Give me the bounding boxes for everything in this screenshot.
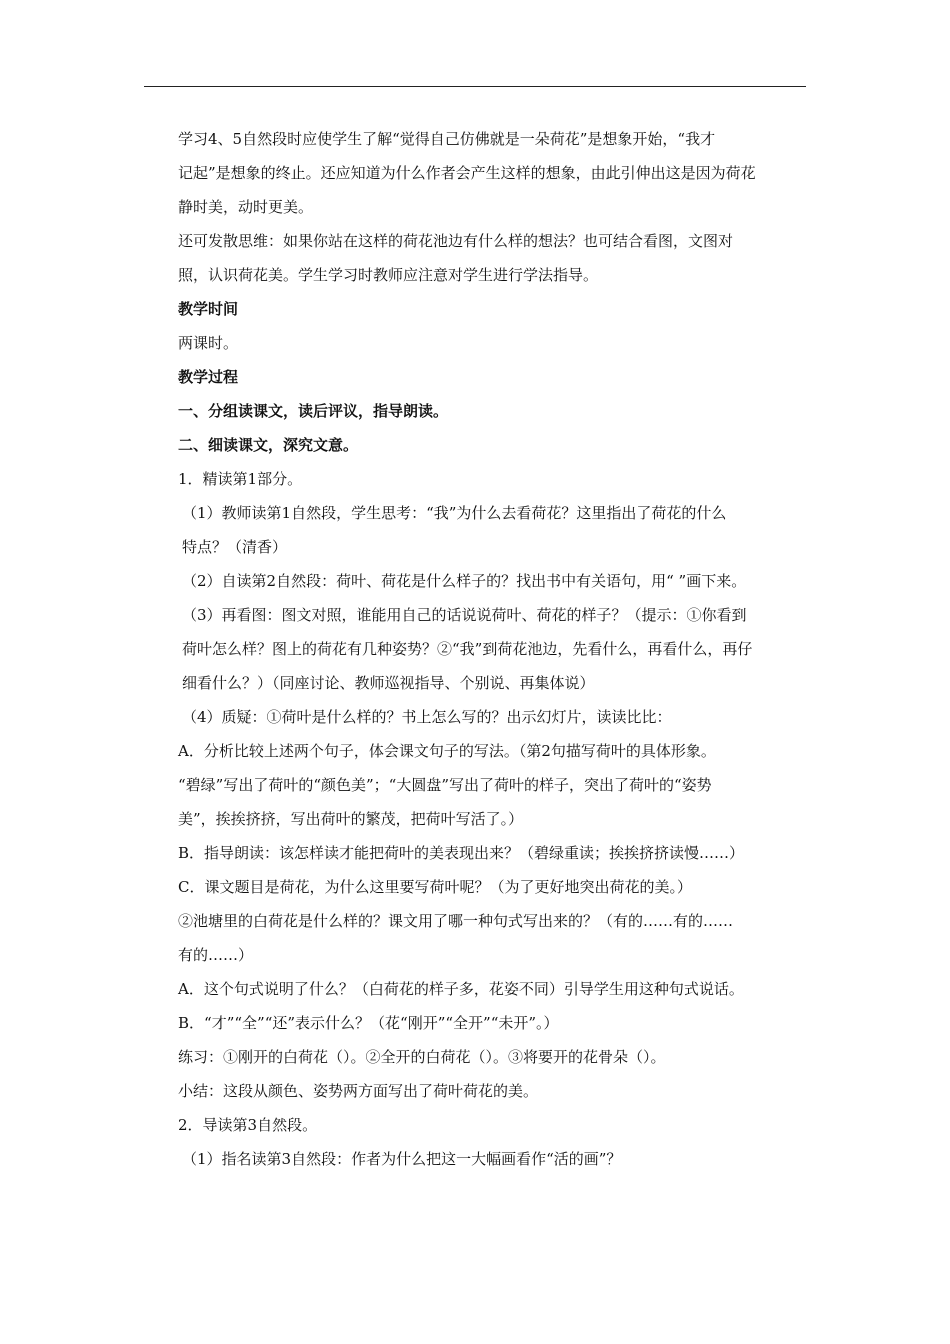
text-line: C．课文题目是荷花，为什么这里要写荷叶呢？（为了更好地突出荷花的美。） — [178, 878, 692, 896]
text-line: 特点？（清香） — [182, 538, 288, 556]
heading-section-two — [144, 428, 808, 462]
paragraph-part-one — [144, 462, 808, 496]
heading-section-one — [144, 394, 808, 428]
paragraph-part-two — [144, 1108, 808, 1142]
text-line: 照，认识荷花美。学生学习时教师应注意对学生进行学法指导。 — [178, 266, 599, 284]
paragraph-item-a2 — [144, 972, 808, 1006]
text-line: 两课时。 — [178, 334, 239, 352]
text-line: 荷叶怎么样？图上的荷花有几种姿势？②“我”到荷花池边，先看什么，再看什么，再仔 — [182, 640, 753, 658]
paragraph-item-a1 — [144, 734, 808, 836]
paragraph-item-c1 — [144, 870, 808, 904]
heading-text: 二、细读课文，深究文意。 — [178, 436, 359, 454]
text-line: 细看什么？）（同座讨论、教师巡视指导、个别说、再集体说） — [182, 674, 595, 692]
paragraph-white-lotus — [144, 904, 808, 972]
text-line: “碧绿”写出了荷叶的“颜色美”；“大圆盘”写出了荷叶的样子，突出了荷叶的“姿势 — [178, 776, 712, 794]
paragraph-part-two-step-1 — [144, 1142, 808, 1176]
heading-text: 一、分组读课文，读后评议，指导朗读。 — [178, 402, 449, 420]
paragraph-divergent-thinking — [144, 224, 808, 292]
paragraph-step-2 — [144, 564, 808, 598]
heading-text: 教学时间 — [178, 300, 239, 318]
text-line: 还可发散思维：如果你站在这样的荷花池边有什么样的想法？也可结合看图，文图对 — [178, 232, 734, 250]
heading-text: 教学过程 — [178, 368, 239, 386]
header-rule — [144, 86, 806, 87]
text-line: ②池塘里的白荷花是什么样的？课文用了哪一种句式写出来的？（有的……有的…… — [178, 912, 734, 930]
paragraph-step-4 — [144, 700, 808, 734]
paragraph-item-b2 — [144, 1006, 808, 1040]
heading-teaching-process — [144, 360, 808, 394]
paragraph-imagination-intro — [144, 122, 808, 224]
paragraph-exercise — [144, 1040, 808, 1074]
paragraph-two-lessons — [144, 326, 808, 360]
paragraph-step-1 — [144, 496, 808, 564]
text-line: （4）质疑：①荷叶是什么样的？书上怎么写的？出示幻灯片，读读比比： — [182, 708, 672, 726]
text-line: B．指导朗读：该怎样读才能把荷叶的美表现出来？（碧绿重读；挨挨挤挤读慢……） — [178, 844, 745, 862]
text-line: 2．导读第3自然段。 — [178, 1116, 318, 1134]
document-body — [144, 122, 808, 1176]
text-line: 1．精读第1部分。 — [178, 470, 303, 488]
text-line: 静时美，动时更美。 — [178, 198, 314, 216]
text-line: （1）指名读第3自然段：作者为什么把这一大幅画看作“活的画”？ — [182, 1150, 622, 1168]
text-line: 有的……） — [178, 946, 254, 964]
heading-teaching-time — [144, 292, 808, 326]
text-line: （1）教师读第1自然段，学生思考：“我”为什么去看荷花？这里指出了荷花的什么 — [182, 504, 727, 522]
paragraph-step-3 — [144, 598, 808, 700]
text-line: 学习4、5自然段时应使学生了解“觉得自己仿佛就是一朵荷花”是想象开始，“我才 — [178, 130, 716, 148]
paragraph-summary — [144, 1074, 808, 1108]
text-line: B．“才”“全”“还”表示什么？（花“刚开”“全开”“未开”。） — [178, 1014, 559, 1032]
text-line: 记起”是想象的终止。还应知道为什么作者会产生这样的想象，由此引伸出这是因为荷花 — [178, 164, 756, 182]
paragraph-item-b1 — [144, 836, 808, 870]
text-line: （3）再看图：图文对照，谁能用自己的话说说荷叶、荷花的样子？（提示：①你看到 — [182, 606, 747, 624]
text-line: （2）自读第2自然段：荷叶、荷花是什么样子的？找出书中有关语句，用“ ”画下来。 — [182, 572, 747, 590]
text-line: 美”，挨挨挤挤，写出荷叶的繁茂，把荷叶写活了。） — [178, 810, 524, 828]
text-line: 练习：①刚开的白荷花（）。②全开的白荷花（）。③将要开的花骨朵（）。 — [178, 1048, 666, 1066]
text-line: 小结：这段从颜色、姿势两方面写出了荷叶荷花的美。 — [178, 1082, 539, 1100]
text-line: A．这个句式说明了什么？（白荷花的样子多，花姿不同）引导学生用这种句式说话。 — [178, 980, 744, 998]
text-line: A．分析比较上述两个句子，体会课文句子的写法。（第2句描写荷叶的具体形象。 — [178, 742, 716, 760]
